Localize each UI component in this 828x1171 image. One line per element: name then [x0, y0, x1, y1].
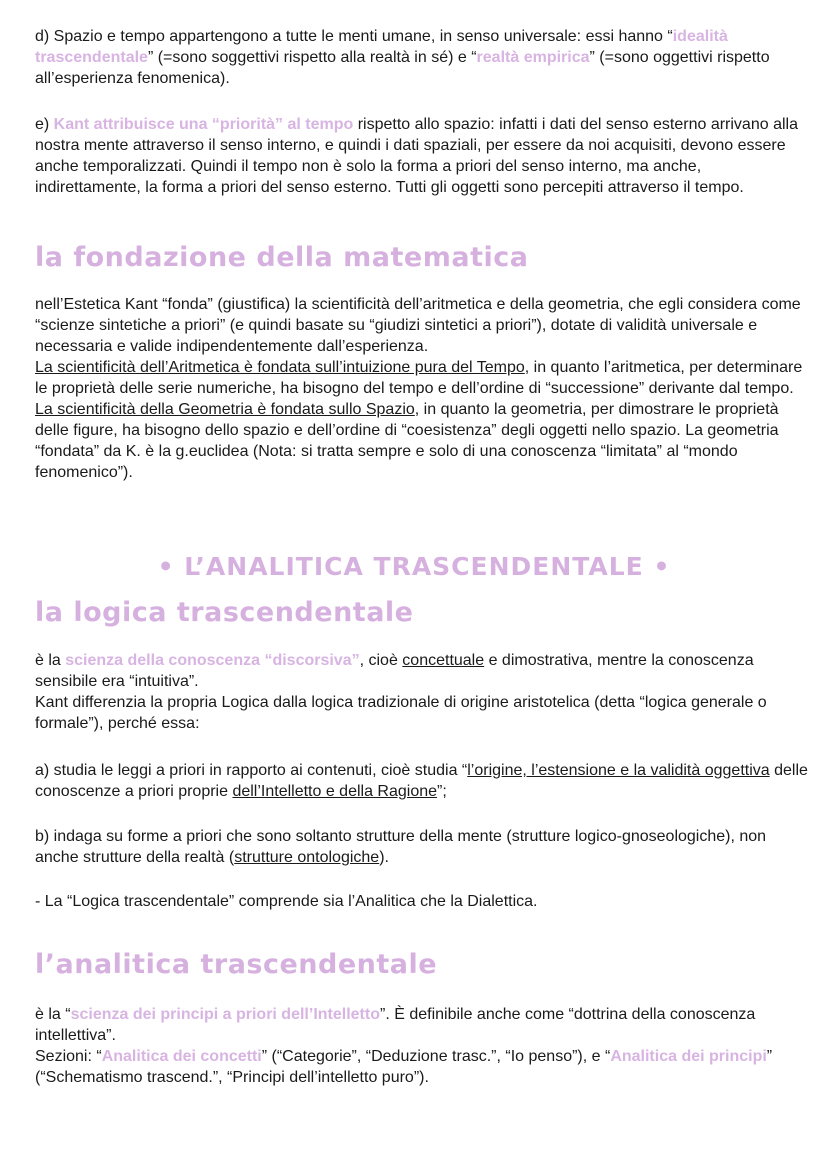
underline-aritmetica: La scientificità dell’Aritmetica è fondata sull’intuizione pura del Tempo	[35, 359, 525, 376]
paragraph-analitica: è la “scienza dei principi a priori dell’Intelletto”. È definibile anche come “dottrina della conoscenza intellettiva”. Sezioni: “Analitica dei concetti” (“Categorie”, “Deduzione trasc.”, “Io penso”), e “Analitica dei principi” (“Schematismo trascend.”, “Principi dell’intelletto puro”).	[35, 1006, 773, 1086]
highlight-scienza-principi: scienza dei principi a priori dell’Intelletto	[70, 1006, 380, 1023]
underline-concettuale: concettuale	[402, 652, 485, 669]
highlight-conoscenza-discorsiva: scienza della conoscenza “discorsiva”	[65, 652, 360, 669]
underline-strutture-ontologiche: strutture ontologiche	[234, 849, 380, 866]
underline-geometria: La scientificità della Geometria è fondata sullo Spazio	[35, 401, 415, 418]
paragraph-matematica: nell’Estetica Kant “fonda” (giustifica) la scientificità dell’aritmetica e della geometria, che egli considera come “scienze sintetiche a priori” (e quindi basate su “giudizi sintetici a priori”), dotate di validità universale e necessaria e valide indipendentemente dall’esperienza. La scientificità dell’Aritmetica è fondata sull’intuizione pura del Tempo, in quanto l’aritmetica, per determinare le proprietà delle serie numeriche, ha bisogno del tempo e dell’ordine di “successione” derivante dal tempo. La scientificità della Geometria è fondata sullo Spazio, in quanto la geometria, per dimostrare le proprietà delle figure, ha bisogno dello spazio e dell’ordine di “coesistenza” degli oggetti nello spazio. La geometria “fondata” da K. è la g.euclidea (Nota: si tratta sempre e solo di una conoscenza “limitata” al “mondo fenomenico”).	[35, 296, 803, 481]
list-item-b: b) indaga su forme a priori che sono soltanto strutture della mente (strutture logico-gnoseologiche), non anche strutture della realtà (strutture ontologiche).	[35, 828, 767, 866]
underline-origine: l’origine, l’estensione e la validità oggettiva	[467, 762, 770, 779]
underline-intelletto-ragione: dell’Intelletto e della Ragione	[232, 783, 438, 800]
heading-logica-trascendentale: la logica trascendentale	[35, 597, 414, 628]
list-item-a: a) studia le leggi a priori in rapporto ai contenuti, cioè studia “l’origine, l’estensione e la validità oggettiva delle conoscenze a priori proprie dell’Intelletto e della Ragione”;	[35, 762, 808, 800]
highlight-analitica-concetti: Analitica dei concetti	[101, 1048, 262, 1065]
note-logica: - La “Logica trascendentale” comprende sia l’Analitica che la Dialettica.	[35, 893, 538, 910]
paragraph-d: d) Spazio e tempo appartengono a tutte le menti umane, in senso universale: essi hanno “idealità trascendentale” (=sono soggettivi rispetto alla realtà in sé) e “realtà empirica” (=sono oggettivi rispetto all’esperienza fenomenica).	[35, 28, 770, 87]
highlight-analitica-principi: Analitica dei principi	[610, 1048, 767, 1065]
highlight-realta-empirica: realtà empirica	[476, 49, 590, 66]
highlight-priorita-tempo: Kant attribuisce una “priorità” al tempo	[53, 116, 354, 133]
heading-analitica-trascendentale: l’analitica trascendentale	[35, 949, 438, 980]
heading-fondazione-matematica: la fondazione della matematica	[35, 242, 529, 273]
heading-analitica-trascendentale-center: • L’ANALITICA TRASCENDENTALE •	[157, 552, 671, 581]
highlight-idealita: idealità trascendentale	[35, 28, 728, 66]
paragraph-logica: è la scienza della conoscenza “discorsiva”, cioè concettuale e dimostrativa, mentre la conoscenza sensibile era “intuitiva”. Kant differenzia la propria Logica dalla logica tradizionale di origine aristotelica (detta “logica generale o formale”), perché essa:	[35, 652, 767, 732]
paragraph-e: e) Kant attribuisce una “priorità” al tempo rispetto allo spazio: infatti i dati del senso esterno arrivano alla nostra mente attraverso il senso interno, e quindi i dati spaziali, per essere da noi acquisiti, devono essere anche temporalizzati. Quindi il tempo non è solo la forma a priori del senso interno, ma anche, indirettamente, la forma a priori del senso esterno. Tutti gli oggetti sono percepiti attraverso il tempo.	[35, 116, 798, 196]
